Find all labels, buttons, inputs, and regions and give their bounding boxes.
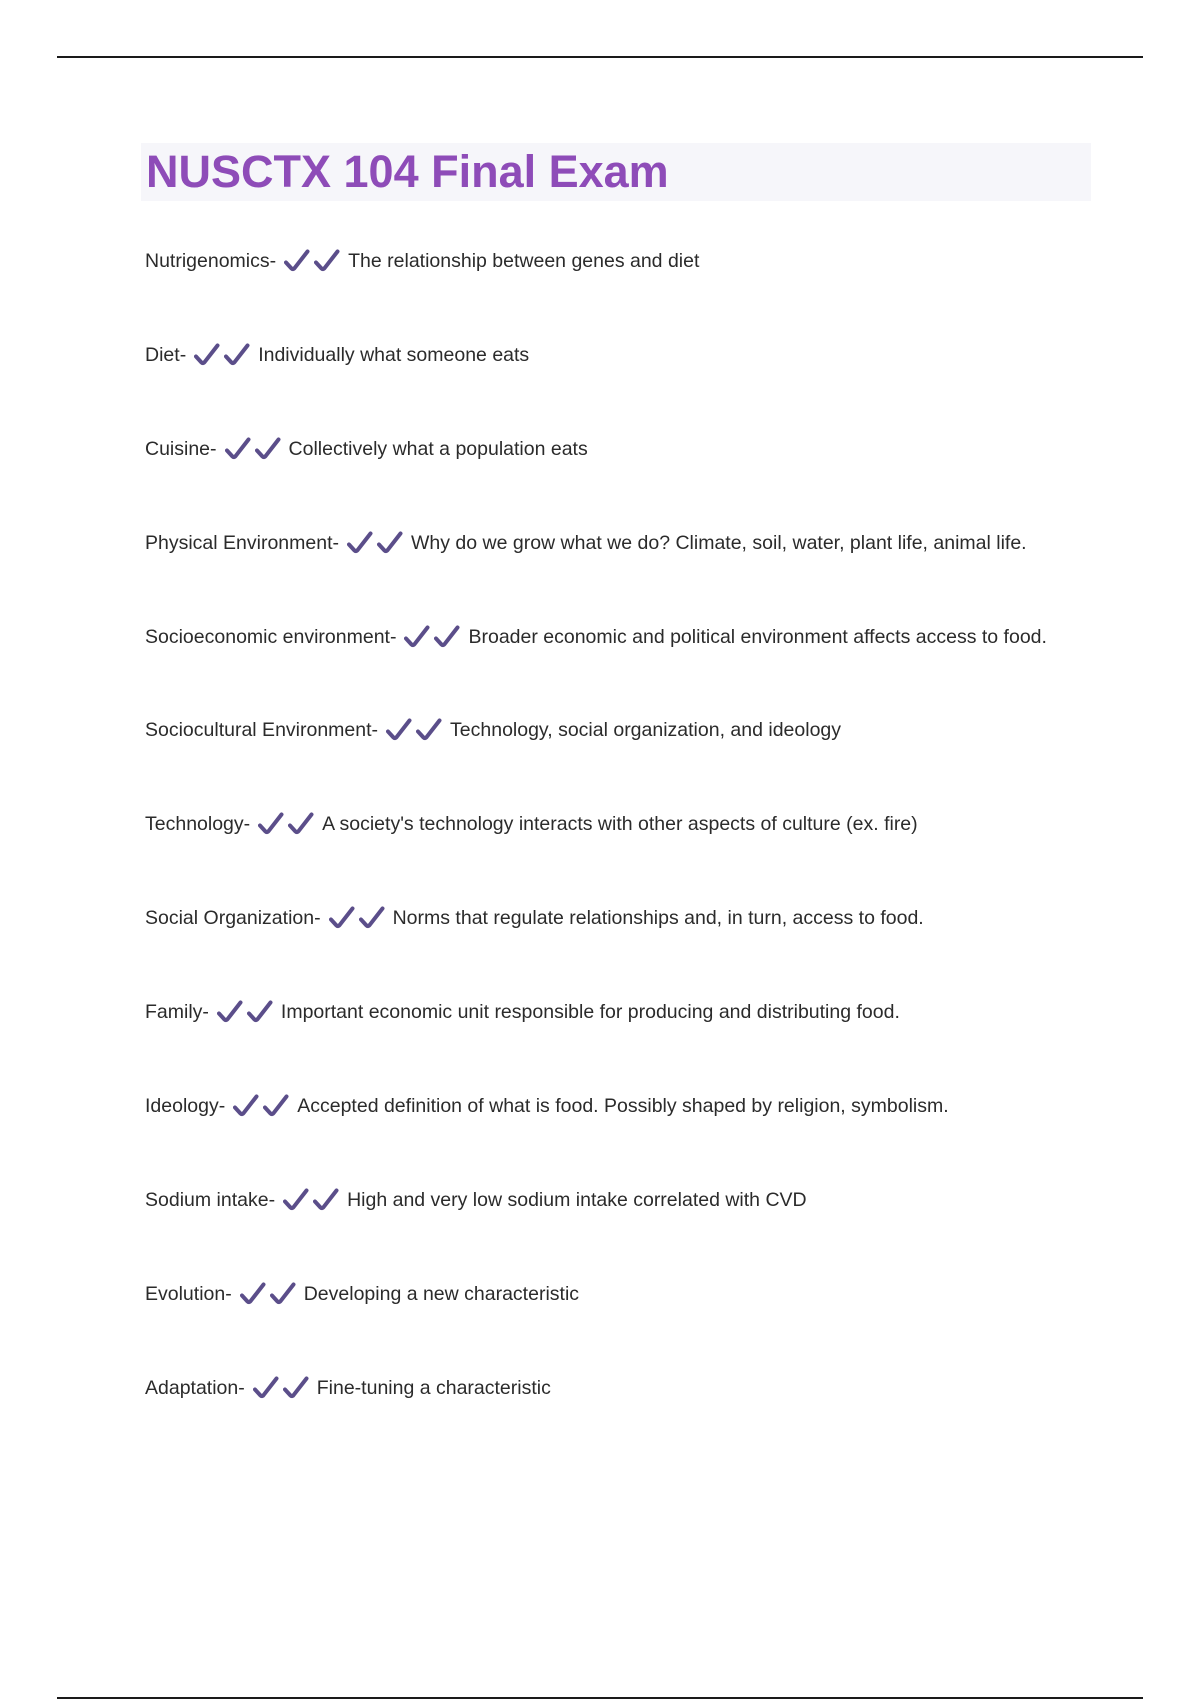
check-pair: [404, 621, 464, 653]
check-icon: [404, 625, 430, 649]
entry-definition: Important economic unit responsible for producing and distributing food.: [280, 1001, 900, 1024]
entry-definition: Technology, social organization, and ideology: [450, 719, 842, 742]
check-pair: [194, 339, 254, 371]
page-title: NUSCTX 104 Final Exam: [146, 146, 669, 197]
check-icon: [347, 531, 373, 555]
entry-separator: -: [179, 343, 187, 366]
entry-definition: Developing a new characteristic: [303, 1282, 580, 1305]
list-item: [145, 527, 1145, 621]
entry-separator: -: [238, 1376, 245, 1399]
list-item: [145, 1278, 1145, 1372]
entry-definition: Collectively what a population eats: [288, 437, 588, 460]
list-item: [145, 339, 1145, 433]
entry-definition: A society's technology interacts with other aspects of culture (ex. fire): [322, 813, 918, 836]
check-icon: [416, 718, 442, 742]
check-icon: [255, 437, 281, 461]
entry-term: Ideology: [145, 1095, 219, 1118]
entry-definition: Broader economic and political environment affects access to food.: [468, 625, 1047, 648]
check-icon: [240, 1282, 266, 1306]
check-pair: [233, 1090, 293, 1122]
entry-definition: Individually what someone eats: [258, 343, 530, 366]
top-rule: [57, 56, 1143, 58]
entry-term: Diet: [145, 343, 180, 366]
entry-separator: -: [371, 719, 379, 742]
entry-term: Sodium intake: [145, 1188, 269, 1211]
entry-definition: The relationship between genes and diet: [348, 250, 700, 272]
bottom-rule: [57, 1697, 1143, 1699]
entry-separator: -: [210, 437, 217, 460]
list-item: [145, 902, 1145, 996]
check-icon: [224, 343, 250, 367]
entry-term: Nutrigenomics: [145, 250, 270, 272]
list-item: [145, 996, 1145, 1090]
check-icon: [329, 906, 355, 930]
check-icon: [283, 1376, 309, 1400]
entry-definition: High and very low sodium intake correlated with CVD: [347, 1188, 807, 1211]
check-pair: [386, 714, 446, 746]
check-pair: [347, 527, 407, 559]
check-pair: [253, 1372, 313, 1404]
check-icon: [377, 531, 403, 555]
check-pair: [284, 245, 344, 277]
check-icon: [313, 1188, 339, 1212]
check-pair: [258, 808, 318, 840]
check-icon: [225, 437, 251, 461]
entry-term: Technology: [145, 813, 244, 836]
list-item: [145, 1090, 1145, 1184]
check-icon: [284, 249, 310, 273]
check-icon: [386, 718, 412, 742]
entry-term: Evolution: [145, 1282, 226, 1305]
entry-term: Sociocultural Environment: [145, 719, 372, 742]
check-icon: [247, 1000, 273, 1024]
entry-term: Family: [145, 1001, 203, 1024]
entry-separator: -: [314, 907, 321, 930]
entry-separator: -: [202, 1001, 209, 1024]
check-icon: [283, 1188, 309, 1212]
list-item: [145, 808, 1145, 902]
entry-definition: Norms that regulate relationships and, in turn, access to food.: [392, 907, 924, 930]
list-item: [145, 714, 1145, 808]
entry-term: Cuisine: [145, 437, 211, 460]
check-icon: [288, 812, 314, 836]
entry-separator: -: [218, 1095, 226, 1118]
check-icon: [253, 1376, 279, 1400]
check-icon: [217, 1000, 243, 1024]
entry-list: [145, 245, 1145, 1466]
entry-term: Physical Environment: [145, 531, 333, 554]
entry-definition: Accepted definition of what is food. Possibly shaped by religion, symbolism.: [297, 1095, 949, 1118]
check-icon: [233, 1094, 259, 1118]
entry-separator: -: [225, 1282, 232, 1305]
check-icon: [263, 1094, 289, 1118]
check-icon: [194, 343, 220, 367]
entry-separator: -: [268, 1188, 276, 1211]
list-item: [145, 1372, 1145, 1466]
list-item: [145, 621, 1145, 715]
list-item: [145, 1184, 1145, 1278]
check-icon: [434, 625, 460, 649]
entry-separator: -: [243, 813, 251, 836]
entry-separator: -: [269, 250, 277, 272]
check-pair: [217, 996, 277, 1028]
list-item: [145, 245, 1145, 339]
entry-term: Adaptation: [145, 1376, 239, 1399]
entry-definition: Fine-tuning a characteristic: [316, 1376, 551, 1399]
check-pair: [225, 433, 285, 465]
check-pair: [329, 902, 389, 934]
check-icon: [314, 249, 340, 273]
check-icon: [270, 1282, 296, 1306]
entry-term: Socioeconomic environment: [145, 625, 390, 648]
check-pair: [240, 1278, 300, 1310]
entry-separator: -: [332, 531, 339, 554]
entry-separator: -: [389, 625, 397, 648]
check-icon: [359, 906, 385, 930]
check-icon: [258, 812, 284, 836]
list-item: [145, 433, 1145, 527]
entry-term: Social Organization: [145, 907, 315, 930]
entry-definition: Why do we grow what we do? Climate, soil, water, plant life, animal life.: [411, 531, 1027, 554]
check-pair: [283, 1184, 343, 1216]
